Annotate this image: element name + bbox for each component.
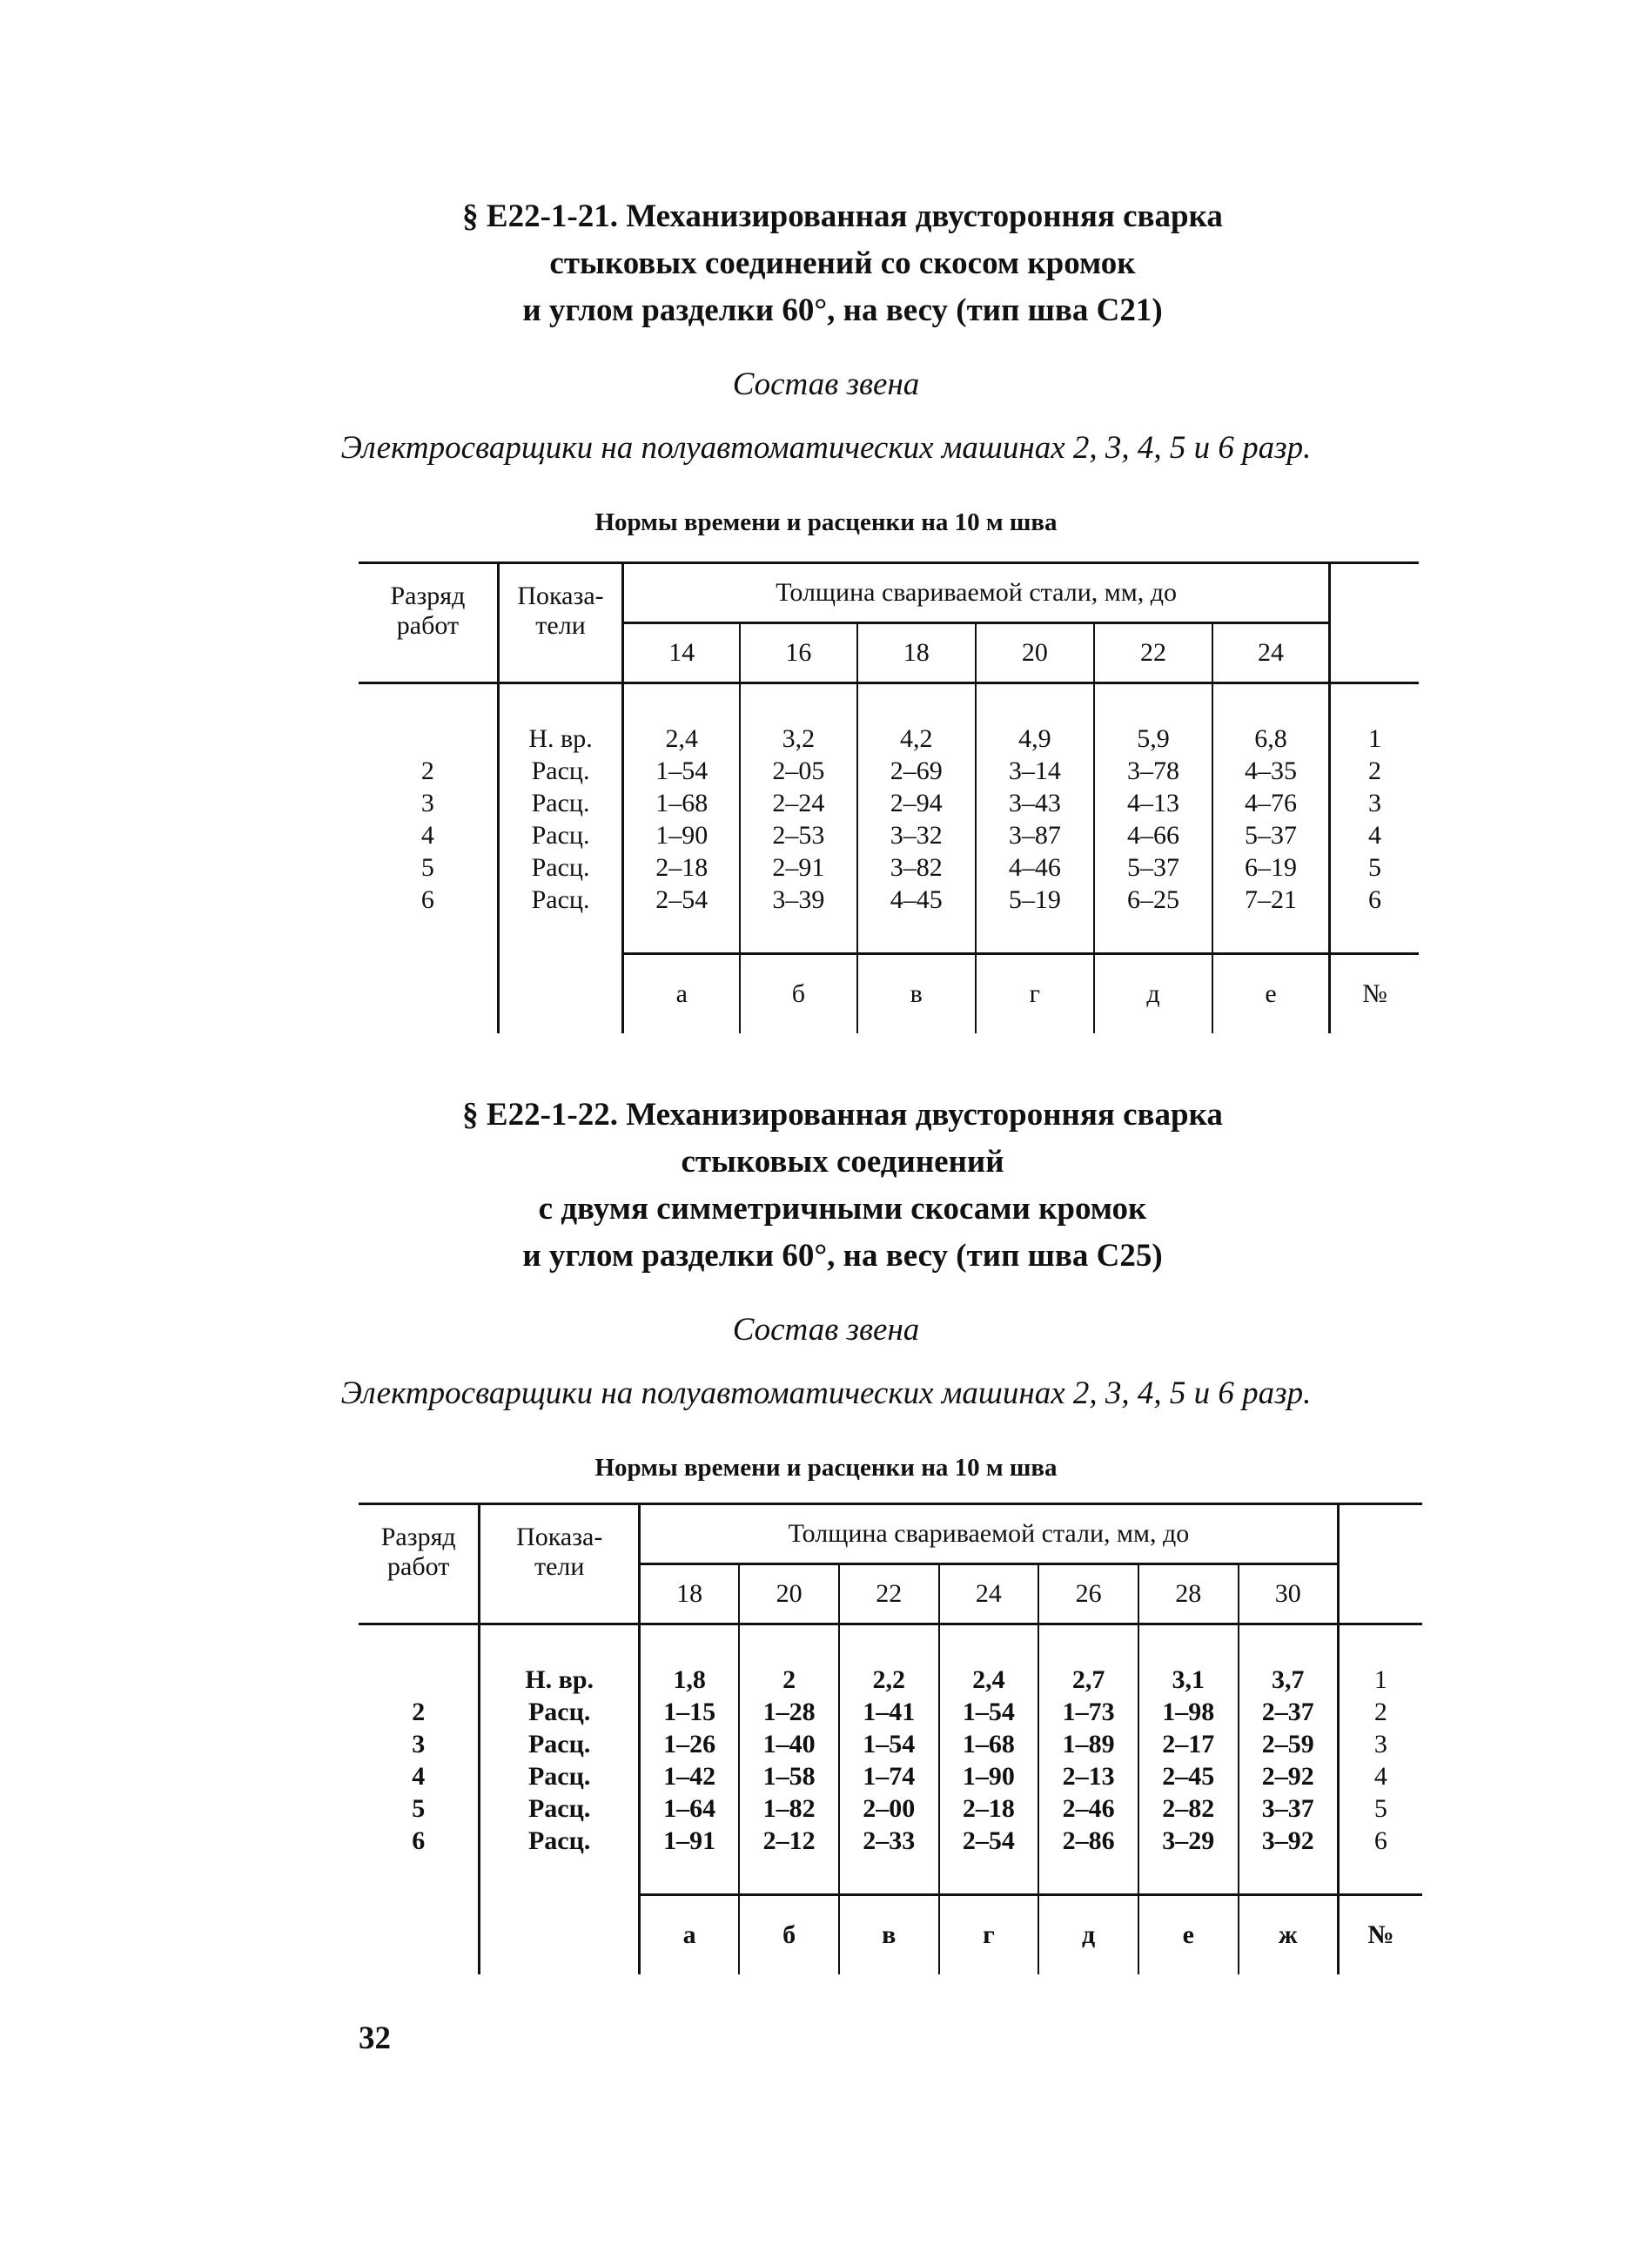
table-caption: Нормы времени и расценки на 10 м шва (594, 1454, 1058, 1482)
value-cell: 6,8 (1254, 724, 1287, 753)
value-cell: 5–37 (1245, 821, 1298, 850)
grade-cell: 5 (420, 853, 434, 882)
thickness-header: Толщина свариваемой стали, мм, до (640, 1504, 1339, 1564)
value-cell: 1–42 (663, 1762, 716, 1791)
column-letter: а (640, 1895, 740, 1975)
row-numbers-column (1338, 1624, 1422, 1895)
thickness-28: 28 (1138, 1564, 1239, 1624)
number-sign: № (1338, 1895, 1422, 1975)
column-letter: в (839, 1895, 939, 1975)
composition-text: Электросварщики на полуавтоматических машинах 2, 3, 4, 5 и 6 разр. (340, 430, 1312, 466)
value-cell: 3,2 (782, 724, 816, 753)
row-number: 5 (1368, 853, 1382, 882)
grades-column (359, 1624, 480, 1895)
value-cell: 1–68 (962, 1730, 1015, 1758)
value-cell: 1–54 (863, 1730, 916, 1758)
value-cell: 1–68 (655, 789, 708, 817)
indicator-cell: Расц. (527, 1794, 591, 1823)
values-column-a (623, 683, 740, 954)
value-cell: 3–32 (890, 821, 943, 850)
value-cell: 4–46 (1008, 853, 1061, 882)
row-number: 1 (1368, 724, 1382, 753)
indicator-cell: Расц. (531, 789, 590, 817)
composition-label: Состав звена (732, 1312, 920, 1348)
value-cell: 4–66 (1126, 821, 1179, 850)
values-column-b (739, 1624, 839, 1895)
column-letter: д (1038, 1895, 1138, 1975)
value-cell: 3–78 (1126, 757, 1179, 785)
value-cell: 1–28 (762, 1698, 816, 1726)
value-cell: 1–41 (863, 1698, 916, 1726)
value-cell: 1–82 (762, 1794, 816, 1823)
column-letter: в (857, 954, 976, 1034)
value-cell: 3–37 (1261, 1794, 1314, 1823)
grade-cell: 3 (412, 1730, 426, 1758)
values-column-zh (1239, 1624, 1339, 1895)
grade-cell: 3 (420, 789, 434, 817)
value-cell: 2 (782, 1665, 796, 1694)
value-cell: 2–86 (1062, 1826, 1115, 1855)
value-cell: 3–14 (1008, 757, 1061, 785)
grade-cell: 4 (420, 821, 434, 850)
value-cell: 4–13 (1126, 789, 1179, 817)
value-cell: 1–90 (962, 1762, 1015, 1791)
value-cell: 2–59 (1261, 1730, 1314, 1758)
blank-header (1338, 1504, 1422, 1624)
indicator-cell: Расц. (531, 885, 590, 914)
thickness-30: 30 (1239, 1564, 1339, 1624)
column-letter: б (740, 954, 856, 1034)
column-letter: е (1138, 1895, 1239, 1975)
grade-header: Разряд работ (359, 1504, 480, 1624)
thickness-18: 18 (857, 623, 976, 683)
value-cell: 2–92 (1261, 1762, 1314, 1791)
indicators-column (498, 683, 622, 954)
footer-blank (480, 1895, 640, 1975)
composition-label: Состав звена (732, 366, 920, 402)
value-cell: 5,9 (1137, 724, 1170, 753)
value-cell: 1–74 (863, 1762, 916, 1791)
value-cell: 2–05 (772, 757, 825, 785)
value-cell: 4,9 (1018, 724, 1051, 753)
value-cell: 6–19 (1245, 853, 1298, 882)
thickness-24: 24 (939, 1564, 1039, 1624)
value-cell: 2–53 (772, 821, 825, 850)
value-cell: 2,2 (872, 1665, 905, 1694)
value-cell: 2–18 (655, 853, 708, 882)
composition-text: Электросварщики на полуавтоматических машинах 2, 3, 4, 5 и 6 разр. (340, 1375, 1312, 1411)
values-column-v (857, 683, 976, 954)
indicator-cell: Н. вр. (525, 1665, 594, 1694)
value-cell: 3,1 (1172, 1665, 1205, 1694)
value-cell: 3–92 (1261, 1826, 1314, 1855)
value-cell: 2–13 (1062, 1762, 1115, 1791)
values-column-e (1212, 683, 1329, 954)
value-cell: 3–87 (1008, 821, 1061, 850)
number-sign: № (1330, 954, 1419, 1034)
value-cell: 5–37 (1126, 853, 1179, 882)
indicator-header: Показа- тели (480, 1504, 640, 1624)
values-column-d (1038, 1624, 1138, 1895)
section-title (33, 1092, 1652, 1280)
blank-header (1330, 563, 1419, 683)
title-line: § Е22-1-21. Механизированная двусторонняя сварка (462, 198, 1223, 234)
value-cell: 2–69 (890, 757, 943, 785)
indicator-header: Показа- тели (498, 563, 622, 683)
row-number: 6 (1373, 1826, 1387, 1855)
section-e22-1-22 (0, 1092, 1652, 1483)
value-cell: 2,7 (1071, 1665, 1105, 1694)
column-letter: е (1212, 954, 1329, 1034)
indicators-column (480, 1624, 640, 1895)
grade-cell: 2 (420, 757, 434, 785)
footer-blank (359, 954, 498, 1034)
value-cell: 3–39 (772, 885, 825, 914)
value-cell: 2–82 (1162, 1794, 1215, 1823)
value-cell: 2–46 (1062, 1794, 1115, 1823)
value-cell: 4,2 (899, 724, 933, 753)
values-column-e (1138, 1624, 1239, 1895)
value-cell: 1–54 (962, 1698, 1015, 1726)
value-cell: 1–26 (663, 1730, 716, 1758)
value-cell: 2–33 (863, 1826, 916, 1855)
values-column-v (839, 1624, 939, 1895)
value-cell: 4–35 (1245, 757, 1298, 785)
thickness-14: 14 (623, 623, 740, 683)
indicator-cell: Расц. (527, 1730, 591, 1758)
value-cell: 2–18 (962, 1794, 1015, 1823)
value-cell: 2–54 (655, 885, 708, 914)
value-cell: 4–76 (1245, 789, 1298, 817)
row-number: 6 (1368, 885, 1382, 914)
value-cell: 2–00 (863, 1794, 916, 1823)
value-cell: 1–15 (663, 1698, 716, 1726)
row-number: 1 (1373, 1665, 1387, 1694)
thickness-20: 20 (739, 1564, 839, 1624)
value-cell: 5–19 (1008, 885, 1061, 914)
thickness-22: 22 (839, 1564, 939, 1624)
footer-blank (498, 954, 622, 1034)
row-number: 5 (1373, 1794, 1387, 1823)
value-cell: 3–82 (890, 853, 943, 882)
column-letter: д (1094, 954, 1212, 1034)
thickness-header: Толщина свариваемой стали, мм, до (623, 563, 1330, 623)
value-cell: 1–91 (663, 1826, 716, 1855)
section-title (33, 193, 1652, 334)
values-column-d (1094, 683, 1212, 954)
value-cell: 1,8 (673, 1665, 706, 1694)
value-cell: 2–17 (1162, 1730, 1215, 1758)
value-cell: 2,4 (665, 724, 698, 753)
column-letter: ж (1239, 1895, 1339, 1975)
value-cell: 2,4 (972, 1665, 1005, 1694)
grade-cell: 2 (412, 1698, 426, 1726)
value-cell: 1–98 (1162, 1698, 1215, 1726)
value-cell: 6–25 (1126, 885, 1179, 914)
value-cell: 1–64 (663, 1794, 716, 1823)
value-cell: 3–29 (1162, 1826, 1215, 1855)
indicator-cell: Расц. (527, 1698, 591, 1726)
row-number: 2 (1373, 1698, 1387, 1726)
value-cell: 2–54 (962, 1826, 1015, 1855)
column-letter: а (623, 954, 740, 1034)
grade-cell: 5 (412, 1794, 426, 1823)
title-line: стыковых соединений со скосом кромок (549, 245, 1136, 281)
row-number: 3 (1373, 1730, 1387, 1758)
thickness-26: 26 (1038, 1564, 1138, 1624)
values-column-a (640, 1624, 740, 1895)
row-number: 4 (1368, 821, 1382, 850)
value-cell: 1–54 (655, 757, 708, 785)
grade-cell: 6 (412, 1826, 426, 1855)
values-column-g (976, 683, 1094, 954)
row-number: 2 (1368, 757, 1382, 785)
thickness-16: 16 (740, 623, 856, 683)
title-line: и углом разделки 60°, на весу (тип шва С21) (522, 293, 1163, 328)
value-cell: 1–40 (762, 1730, 816, 1758)
indicator-cell: Расц. (531, 757, 590, 785)
value-cell: 3–43 (1008, 789, 1061, 817)
value-cell: 1–90 (655, 821, 708, 850)
row-numbers-column (1330, 683, 1419, 954)
indicator-cell: Расц. (527, 1826, 591, 1855)
thickness-18: 18 (640, 1564, 740, 1624)
column-letter: б (739, 1895, 839, 1975)
thickness-20: 20 (976, 623, 1094, 683)
value-cell: 1–89 (1062, 1730, 1115, 1758)
row-number: 3 (1368, 789, 1382, 817)
value-cell: 3,7 (1271, 1665, 1305, 1694)
grades-column (359, 683, 498, 954)
thickness-22: 22 (1094, 623, 1212, 683)
indicator-cell: Расц. (531, 853, 590, 882)
indicator-cell: Расц. (527, 1762, 591, 1791)
column-letter: г (939, 1895, 1039, 1975)
row-number: 4 (1373, 1762, 1387, 1791)
grade-cell: 6 (420, 885, 434, 914)
values-column-g (939, 1624, 1039, 1895)
grade-cell: 4 (412, 1762, 426, 1791)
indicator-cell: Н. вр. (528, 724, 593, 753)
footer-blank (359, 1895, 480, 1975)
value-cell: 2–24 (772, 789, 825, 817)
title-line: и углом разделки 60°, на весу (тип шва С25) (522, 1238, 1163, 1274)
table-caption: Нормы времени и расценки на 10 м шва (594, 508, 1058, 536)
values-column-b (740, 683, 856, 954)
title-line: § Е22-1-22. Механизированная двусторонняя сварка (462, 1097, 1223, 1133)
title-line: стыковых соединений (681, 1144, 1004, 1180)
thickness-24: 24 (1212, 623, 1329, 683)
norms-table-2 (359, 1503, 1422, 1974)
section-e22-1-21 (0, 193, 1652, 537)
page-number: 32 (359, 2021, 391, 2056)
value-cell: 2–45 (1162, 1762, 1215, 1791)
value-cell: 2–12 (762, 1826, 816, 1855)
norms-table-1 (359, 562, 1419, 1033)
indicator-cell: Расц. (531, 821, 590, 850)
value-cell: 2–37 (1261, 1698, 1314, 1726)
column-letter: г (976, 954, 1094, 1034)
value-cell: 7–21 (1245, 885, 1298, 914)
value-cell: 4–45 (890, 885, 943, 914)
title-line: с двумя симметричными скосами кромок (538, 1191, 1147, 1227)
value-cell: 2–94 (890, 789, 943, 817)
value-cell: 1–58 (762, 1762, 816, 1791)
value-cell: 1–73 (1062, 1698, 1115, 1726)
grade-header: Разряд работ (359, 563, 498, 683)
value-cell: 2–91 (772, 853, 825, 882)
